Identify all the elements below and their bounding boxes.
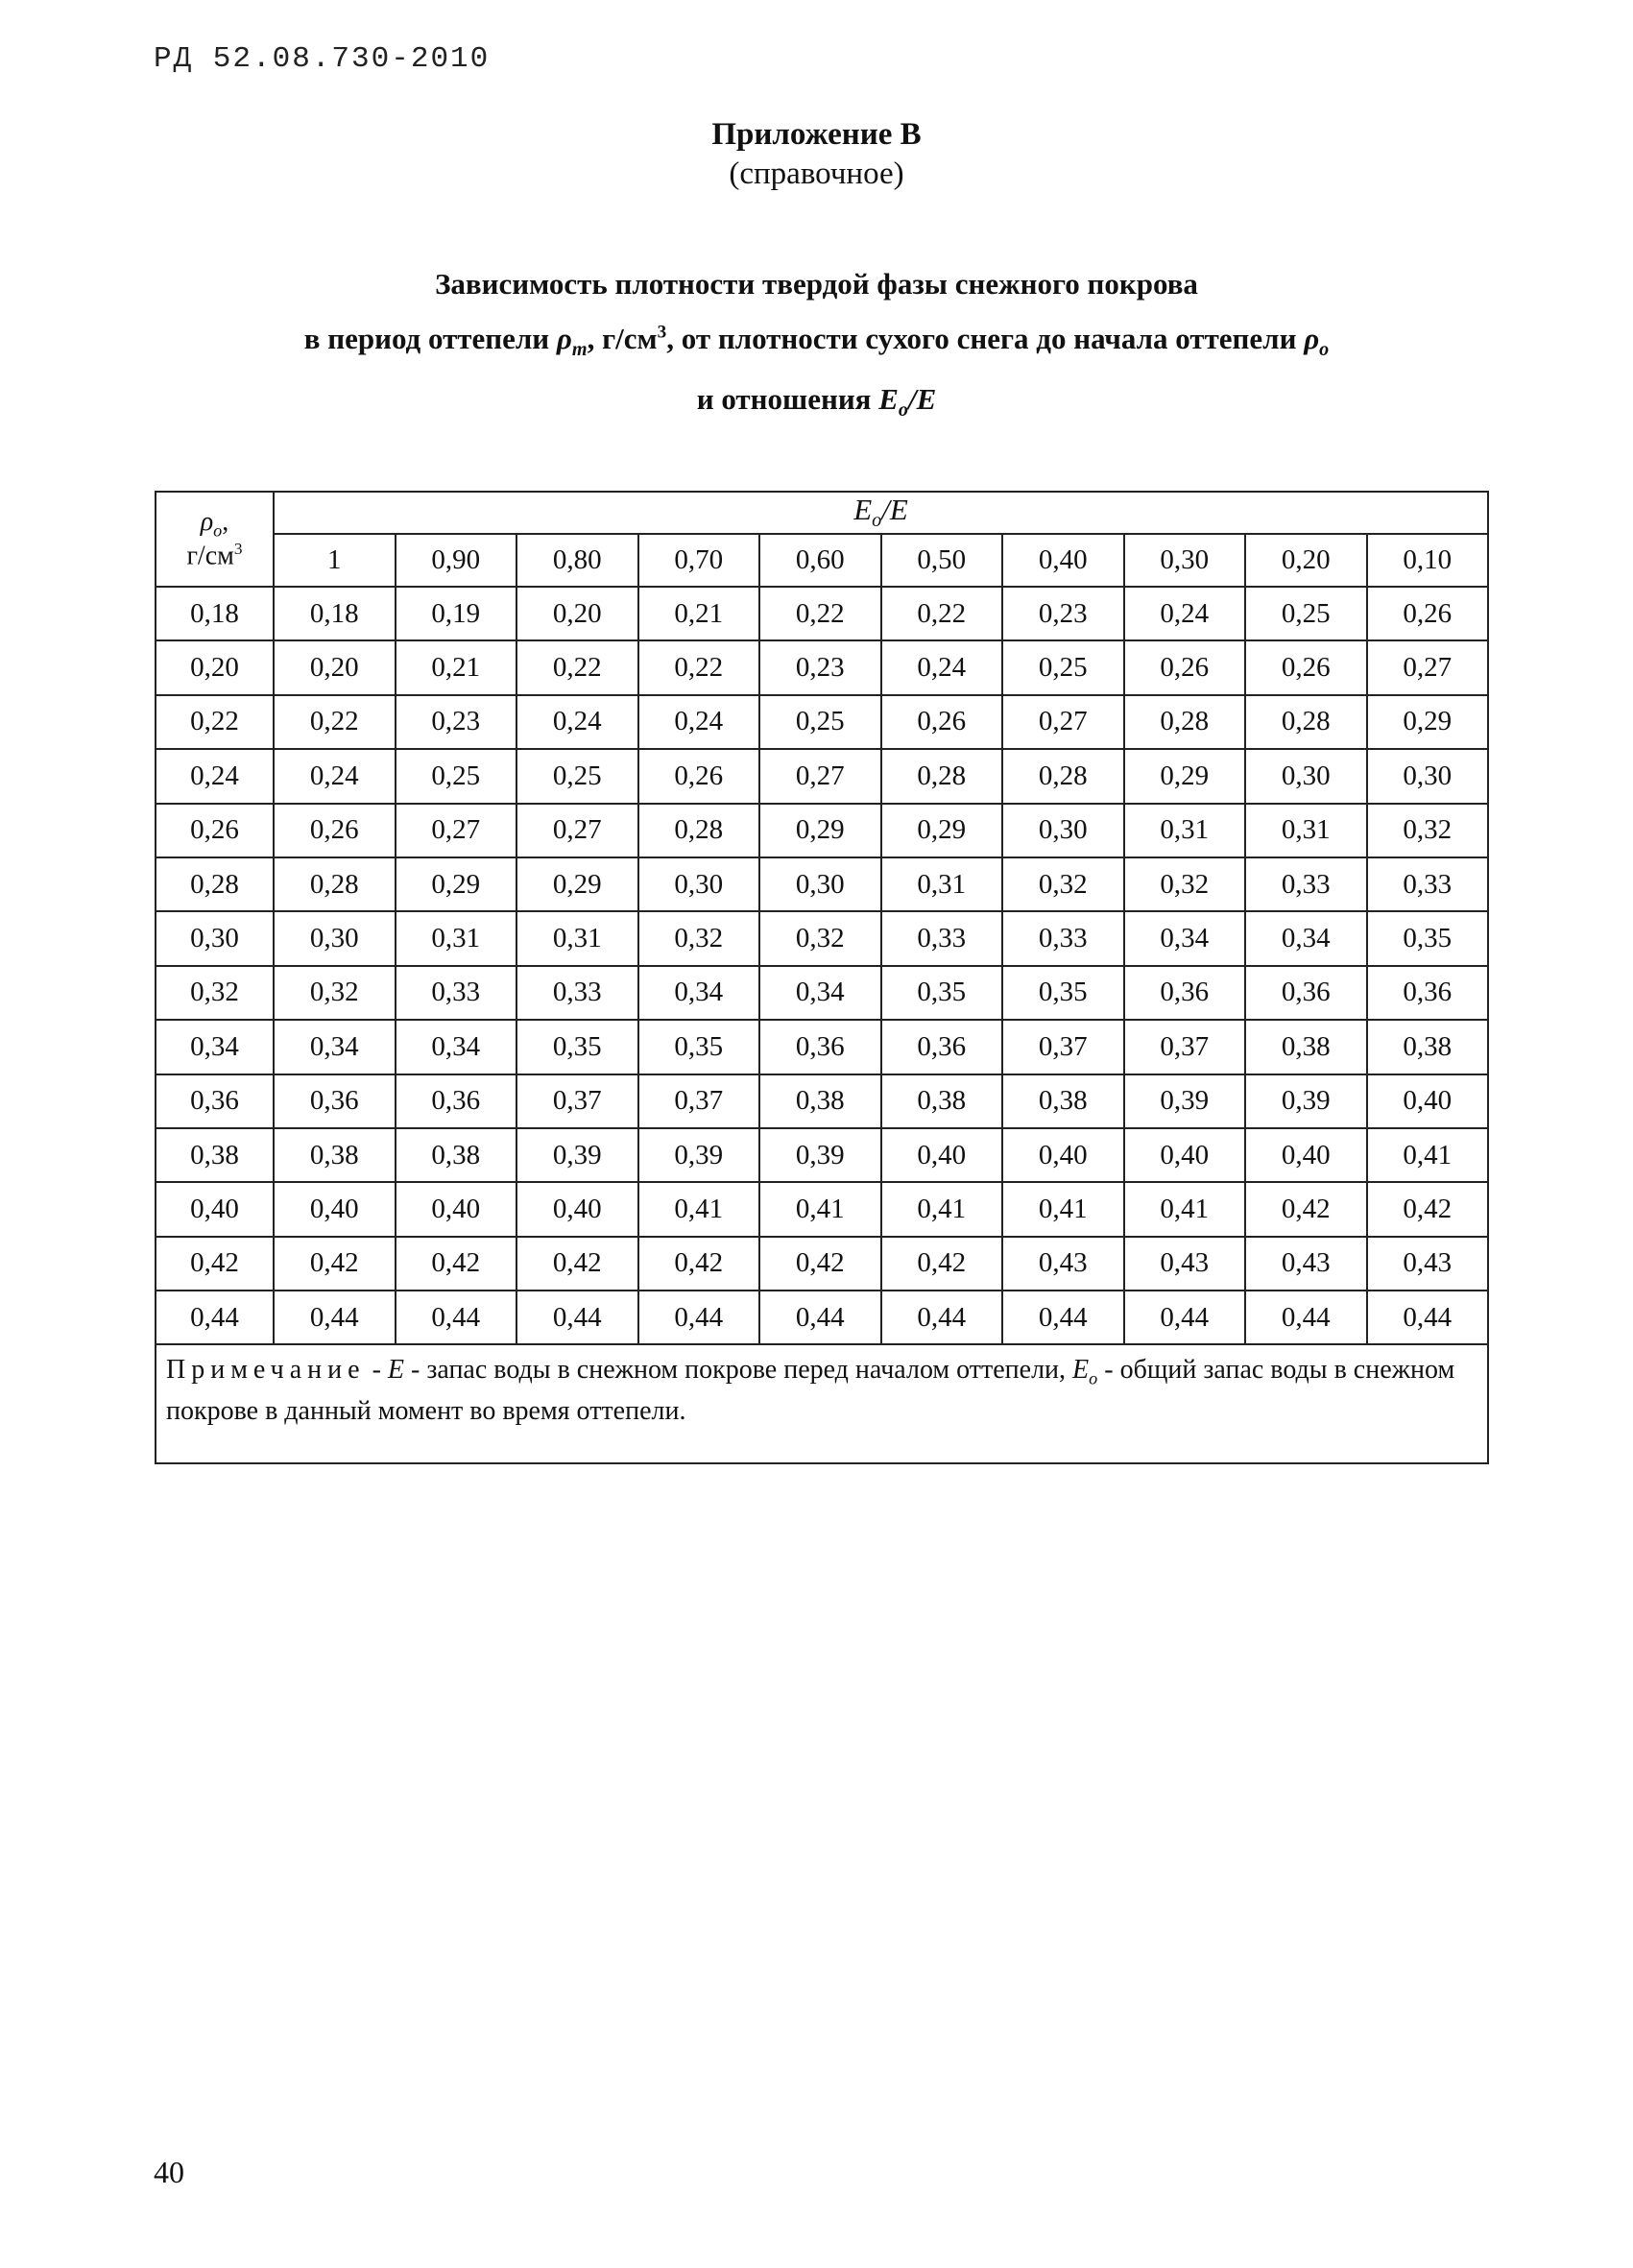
table-row bbox=[156, 587, 1488, 640]
table-cell: 0,44 bbox=[1002, 1291, 1124, 1344]
table-title-line-2: в период оттепели $\rho_m$, $г/см^3$, от плотности сухого снега до начала оттепели $\rho_o$ bbox=[303, 322, 1330, 361]
table-cell: 0,28 bbox=[274, 857, 396, 911]
table-body bbox=[156, 587, 1488, 1344]
table-cell: 0,42 bbox=[1245, 1182, 1367, 1236]
table-cell: 0,28 bbox=[1245, 695, 1367, 749]
row-header-cell: 0,36 bbox=[156, 1074, 274, 1128]
table-cell: 0,24 bbox=[516, 695, 638, 749]
table-cell: 0,28 bbox=[638, 804, 760, 857]
column-header: 0,30 bbox=[1124, 534, 1246, 587]
table-cell: 0,38 bbox=[396, 1128, 517, 1182]
table-cell: 0,25 bbox=[759, 695, 881, 749]
table-row bbox=[156, 1291, 1488, 1344]
table-cell: 0,35 bbox=[1367, 911, 1489, 965]
table-cell: 0,39 bbox=[638, 1128, 760, 1182]
table-cell: 0,21 bbox=[638, 587, 760, 640]
table-cell: 0,35 bbox=[1002, 966, 1124, 1020]
table-cell: 0,44 bbox=[1245, 1291, 1367, 1344]
table-cell: 0,31 bbox=[516, 911, 638, 965]
table-cell: 0,19 bbox=[396, 587, 517, 640]
table-cell: 0,23 bbox=[396, 695, 517, 749]
table-cell: 0,37 bbox=[1002, 1020, 1124, 1074]
param-header: $\rho_o$, $г/см^3$ bbox=[156, 492, 274, 587]
table-cell: 0,24 bbox=[881, 640, 1003, 694]
row-header-cell: 0,34 bbox=[156, 1020, 274, 1074]
table-cell: 0,42 bbox=[1367, 1182, 1489, 1236]
table-cell: 0,36 bbox=[1245, 966, 1367, 1020]
table-row bbox=[156, 1020, 1488, 1074]
row-header-cell: 0,26 bbox=[156, 804, 274, 857]
table-cell: 0,40 bbox=[1367, 1074, 1489, 1128]
row-header-cell: 0,20 bbox=[156, 640, 274, 694]
column-header: 0,40 bbox=[1002, 534, 1124, 587]
table-cell: 0,34 bbox=[1124, 911, 1246, 965]
table-cell: 0,32 bbox=[1002, 857, 1124, 911]
table-cell: 0,26 bbox=[1367, 587, 1489, 640]
row-header-cell: 0,40 bbox=[156, 1182, 274, 1236]
table-cell: 0,40 bbox=[1124, 1128, 1246, 1182]
table-cell: 0,20 bbox=[516, 587, 638, 640]
table-cell: 0,23 bbox=[759, 640, 881, 694]
table-cell: 0,41 bbox=[881, 1182, 1003, 1236]
table-cell: 0,29 bbox=[1367, 695, 1489, 749]
column-header: 0,60 bbox=[759, 534, 881, 587]
row-header-cell: 0,24 bbox=[156, 749, 274, 803]
table-cell: 0,32 bbox=[759, 911, 881, 965]
table-cell: 0,29 bbox=[1124, 749, 1246, 803]
table-cell: 0,40 bbox=[516, 1182, 638, 1236]
table-cell: 0,33 bbox=[1367, 857, 1489, 911]
table-cell: 0,43 bbox=[1124, 1237, 1246, 1291]
table-cell: 0,42 bbox=[516, 1237, 638, 1291]
column-header: 0,80 bbox=[516, 534, 638, 587]
table-cell: 0,44 bbox=[1124, 1291, 1246, 1344]
table-cell: 0,41 bbox=[759, 1182, 881, 1236]
table-cell: 0,28 bbox=[881, 749, 1003, 803]
table-cell: 0,20 bbox=[274, 640, 396, 694]
row-header-cell: 0,38 bbox=[156, 1128, 274, 1182]
column-header: 0,10 bbox=[1367, 534, 1489, 587]
table-cell: 0,31 bbox=[881, 857, 1003, 911]
table-cell: 0,35 bbox=[638, 1020, 760, 1074]
table-row bbox=[156, 749, 1488, 803]
appendix-subtitle: (справочное) bbox=[729, 157, 904, 191]
table-cell: 0,32 bbox=[638, 911, 760, 965]
table-cell: 0,39 bbox=[516, 1128, 638, 1182]
table-title-line-1: Зависимость плотности твердой фазы снежного покрова bbox=[435, 267, 1198, 301]
row-header-cell: 0,42 bbox=[156, 1237, 274, 1291]
table-cell: 0,42 bbox=[638, 1237, 760, 1291]
table-cell: 0,22 bbox=[274, 695, 396, 749]
table-cell: 0,36 bbox=[759, 1020, 881, 1074]
table-cell: 0,41 bbox=[1367, 1128, 1489, 1182]
table-cell: 0,36 bbox=[1124, 966, 1246, 1020]
table-cell: 0,37 bbox=[516, 1074, 638, 1128]
table-cell: 0,30 bbox=[1002, 804, 1124, 857]
column-header: 0,70 bbox=[638, 534, 760, 587]
density-table bbox=[155, 491, 1489, 1464]
table-cell: 0,41 bbox=[1002, 1182, 1124, 1236]
table-cell: 0,33 bbox=[516, 966, 638, 1020]
table-cell: 0,27 bbox=[396, 804, 517, 857]
table-cell: 0,44 bbox=[1367, 1291, 1489, 1344]
table-cell: 0,26 bbox=[638, 749, 760, 803]
table-cell: 0,38 bbox=[881, 1074, 1003, 1128]
column-header: 0,50 bbox=[881, 534, 1003, 587]
table-cell: 0,36 bbox=[396, 1074, 517, 1128]
document-code: РД 52.08.730-2010 bbox=[154, 42, 491, 76]
column-header: 0,90 bbox=[396, 534, 517, 587]
table-cell: 0,27 bbox=[1002, 695, 1124, 749]
table-cell: 0,41 bbox=[1124, 1182, 1246, 1236]
table-row bbox=[156, 966, 1488, 1020]
table-cell: 0,26 bbox=[881, 695, 1003, 749]
table-cell: 0,32 bbox=[274, 966, 396, 1020]
table-cell: 0,24 bbox=[1124, 587, 1246, 640]
table-cell: 0,40 bbox=[1002, 1128, 1124, 1182]
table-cell: 0,43 bbox=[1245, 1237, 1367, 1291]
table-row bbox=[156, 1074, 1488, 1128]
table-cell: 0,23 bbox=[1002, 587, 1124, 640]
table-row bbox=[156, 857, 1488, 911]
table-title-line-3: и отношения $E_o/E$ bbox=[696, 382, 937, 422]
table-cell: 0,41 bbox=[638, 1182, 760, 1236]
table-cell: 0,22 bbox=[638, 640, 760, 694]
table-cell: 0,33 bbox=[1245, 857, 1367, 911]
row-header-cell: 0,28 bbox=[156, 857, 274, 911]
table-cell: 0,25 bbox=[516, 749, 638, 803]
table-cell: 0,29 bbox=[881, 804, 1003, 857]
table-cell: 0,44 bbox=[638, 1291, 760, 1344]
table-cell: 0,40 bbox=[274, 1182, 396, 1236]
row-header-cell: 0,18 bbox=[156, 587, 274, 640]
table-cell: 0,30 bbox=[1245, 749, 1367, 803]
table-cell: 0,30 bbox=[274, 911, 396, 965]
table-cell: 0,33 bbox=[881, 911, 1003, 965]
table-cell: 0,43 bbox=[1002, 1237, 1124, 1291]
table-row bbox=[156, 911, 1488, 965]
table-row bbox=[156, 1237, 1488, 1291]
table-cell: 0,44 bbox=[516, 1291, 638, 1344]
ratio-group-header: $E_o/E$ bbox=[274, 492, 1488, 534]
row-header-cell: 0,32 bbox=[156, 966, 274, 1020]
table-cell: 0,31 bbox=[1124, 804, 1246, 857]
table-cell: 0,40 bbox=[881, 1128, 1003, 1182]
table-cell: 0,34 bbox=[1245, 911, 1367, 965]
table-cell: 0,39 bbox=[1245, 1074, 1367, 1128]
table-cell: 0,26 bbox=[1245, 640, 1367, 694]
table-cell: 0,32 bbox=[1124, 857, 1246, 911]
table-row bbox=[156, 804, 1488, 857]
table-cell: 0,44 bbox=[396, 1291, 517, 1344]
table-cell: 0,36 bbox=[274, 1074, 396, 1128]
table-cell: 0,38 bbox=[1245, 1020, 1367, 1074]
table-cell: 0,24 bbox=[638, 695, 760, 749]
table-cell: 0,29 bbox=[759, 804, 881, 857]
column-header-row bbox=[156, 534, 1488, 587]
table-row bbox=[156, 1128, 1488, 1182]
table-cell: 0,28 bbox=[1124, 695, 1246, 749]
table-cell: 0,37 bbox=[1124, 1020, 1246, 1074]
table-note: Примечание - E - запас воды в снежном покрове перед началом оттепели, $E_o$ - общий запас воды в снежном покрове в данный момент во время оттепели. bbox=[156, 1344, 1488, 1462]
table-cell: 0,27 bbox=[1367, 640, 1489, 694]
table-cell: 0,44 bbox=[274, 1291, 396, 1344]
table-cell: 0,42 bbox=[881, 1237, 1003, 1291]
table-cell: 0,32 bbox=[1367, 804, 1489, 857]
table-cell: 0,22 bbox=[516, 640, 638, 694]
table-cell: 0,22 bbox=[881, 587, 1003, 640]
table-cell: 0,28 bbox=[1002, 749, 1124, 803]
table-cell: 0,27 bbox=[516, 804, 638, 857]
table-cell: 0,22 bbox=[759, 587, 881, 640]
table-cell: 0,35 bbox=[516, 1020, 638, 1074]
table-cell: 0,25 bbox=[1002, 640, 1124, 694]
table-cell: 0,31 bbox=[1245, 804, 1367, 857]
table-cell: 0,25 bbox=[1245, 587, 1367, 640]
table-row bbox=[156, 695, 1488, 749]
table-cell: 0,33 bbox=[1002, 911, 1124, 965]
table-cell: 0,27 bbox=[759, 749, 881, 803]
table-cell: 0,21 bbox=[396, 640, 517, 694]
table-cell: 0,38 bbox=[274, 1128, 396, 1182]
column-header: 1 bbox=[274, 534, 396, 587]
table-cell: 0,30 bbox=[1367, 749, 1489, 803]
table-cell: 0,25 bbox=[396, 749, 517, 803]
table-cell: 0,34 bbox=[274, 1020, 396, 1074]
table-cell: 0,29 bbox=[516, 857, 638, 911]
row-header-cell: 0,22 bbox=[156, 695, 274, 749]
column-header: 0,20 bbox=[1245, 534, 1367, 587]
table-cell: 0,42 bbox=[396, 1237, 517, 1291]
table-cell: 0,26 bbox=[1124, 640, 1246, 694]
table-cell: 0,43 bbox=[1367, 1237, 1489, 1291]
row-header-cell: 0,44 bbox=[156, 1291, 274, 1344]
table-cell: 0,34 bbox=[759, 966, 881, 1020]
appendix-title: Приложение В bbox=[711, 117, 922, 152]
table-cell: 0,40 bbox=[1245, 1128, 1367, 1182]
table-cell: 0,18 bbox=[274, 587, 396, 640]
page-number: 40 bbox=[154, 2155, 184, 2189]
table-cell: 0,24 bbox=[274, 749, 396, 803]
table-cell: 0,44 bbox=[881, 1291, 1003, 1344]
table-cell: 0,39 bbox=[1124, 1074, 1246, 1128]
table-row bbox=[156, 640, 1488, 694]
table-cell: 0,30 bbox=[638, 857, 760, 911]
table-cell: 0,38 bbox=[1002, 1074, 1124, 1128]
row-header-cell: 0,30 bbox=[156, 911, 274, 965]
table-cell: 0,31 bbox=[396, 911, 517, 965]
table-cell: 0,40 bbox=[396, 1182, 517, 1236]
table-cell: 0,42 bbox=[274, 1237, 396, 1291]
table-cell: 0,39 bbox=[759, 1128, 881, 1182]
table-cell: 0,38 bbox=[1367, 1020, 1489, 1074]
table-cell: 0,38 bbox=[759, 1074, 881, 1128]
table-cell: 0,29 bbox=[396, 857, 517, 911]
table-cell: 0,37 bbox=[638, 1074, 760, 1128]
table-cell: 0,30 bbox=[759, 857, 881, 911]
table-cell: 0,35 bbox=[881, 966, 1003, 1020]
table-row bbox=[156, 1182, 1488, 1236]
table-cell: 0,33 bbox=[396, 966, 517, 1020]
table-cell: 0,44 bbox=[759, 1291, 881, 1344]
table-cell: 0,36 bbox=[1367, 966, 1489, 1020]
table-cell: 0,36 bbox=[881, 1020, 1003, 1074]
table-cell: 0,34 bbox=[396, 1020, 517, 1074]
table-cell: 0,34 bbox=[638, 966, 760, 1020]
table-cell: 0,42 bbox=[759, 1237, 881, 1291]
table-cell: 0,26 bbox=[274, 804, 396, 857]
